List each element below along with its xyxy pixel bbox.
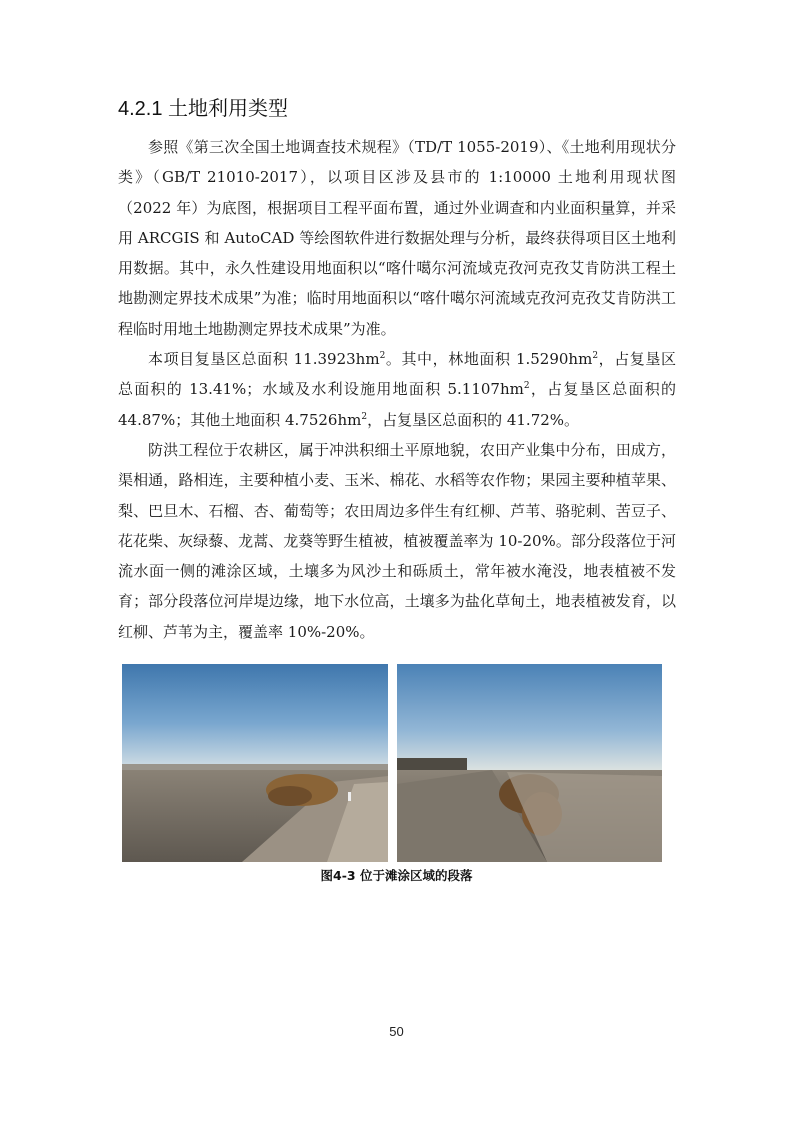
area-text-1: 本项目复垦区总面积 11.3923hm (148, 350, 380, 369)
paragraph-standards: 参照《第三次全国土地调查技术规程》（TD/T 1055-2019）、《土地利用现状分类》（GB/T 21010-2017），以项目区涉及县市的 1:10000 土地利用现状图（2022 年）为底图，根据项目工程平面布置，通过外业调查和内业面积量算，并采用 ARCGIS 和 AutoCAD 等绘图软件进行数据处理与分析，最终获得项目区土地利用数据。其中，永久性建设用地面积以“喀什噶尔河流域克孜河克孜艾肯防洪工程土地勘测定界技术成果”为准；临时用地面积以“喀什噶尔河流域克孜河克孜艾肯防洪工程临时用地土地勘测定界技术成果”为准。 (118, 138, 676, 338)
section-heading: 4.2.1 土地利用类型 (118, 98, 289, 120)
photo-right (397, 664, 662, 862)
unit-superscript: 2 (379, 351, 386, 362)
figure-photos (122, 664, 662, 862)
area-text-2: 。其中，林地面积 1.5290hm (385, 350, 593, 369)
paragraph-landform: 防洪工程位于农耕区，属于冲洪积细土平原地貌，农田产业集中分布，田成方，渠相通，路相连，主要种植小麦、玉米、棉花、水稻等农作物；果园主要种植苹果、梨、巴旦木、石榴、杏、葡萄等；农田周边多伴生有红柳、芦苇、骆驼刺、苦豆子、花花柴、灰绿藜、龙蒿、龙葵等野生植被，植被覆盖率为 10-20%。部分段落位于河流水面一侧的滩涂区域，土壤多为风沙土和砾质土，常年被水淹没，地表植被不发育；部分段落位河岸堤边缘，地下水位高，土壤多为盐化草甸土，地表植被发育，以红柳、芦苇为主，覆盖率 10%-20%。 (118, 440, 676, 641)
unit-superscript: 2 (523, 381, 530, 392)
page-number: 50 (389, 1024, 404, 1039)
unit-superscript: 2 (592, 351, 599, 362)
body-text (118, 132, 676, 647)
figure-caption: 图4-3 位于滩涂区域的段落 (320, 868, 473, 883)
photo-left (122, 664, 388, 862)
unit-superscript: 2 (361, 411, 368, 422)
paragraph-areas (118, 344, 676, 435)
area-text-5: ，占复垦区总面积的 41.72%。 (367, 410, 580, 429)
area-text-3: ，占复垦区总面积的 13.41%；水域及水利设施用地面积 5.1107hm (118, 350, 676, 399)
area-text-4: ，占复垦区总面积的 44.87%；其他土地面积 4.7526hm (118, 380, 676, 429)
